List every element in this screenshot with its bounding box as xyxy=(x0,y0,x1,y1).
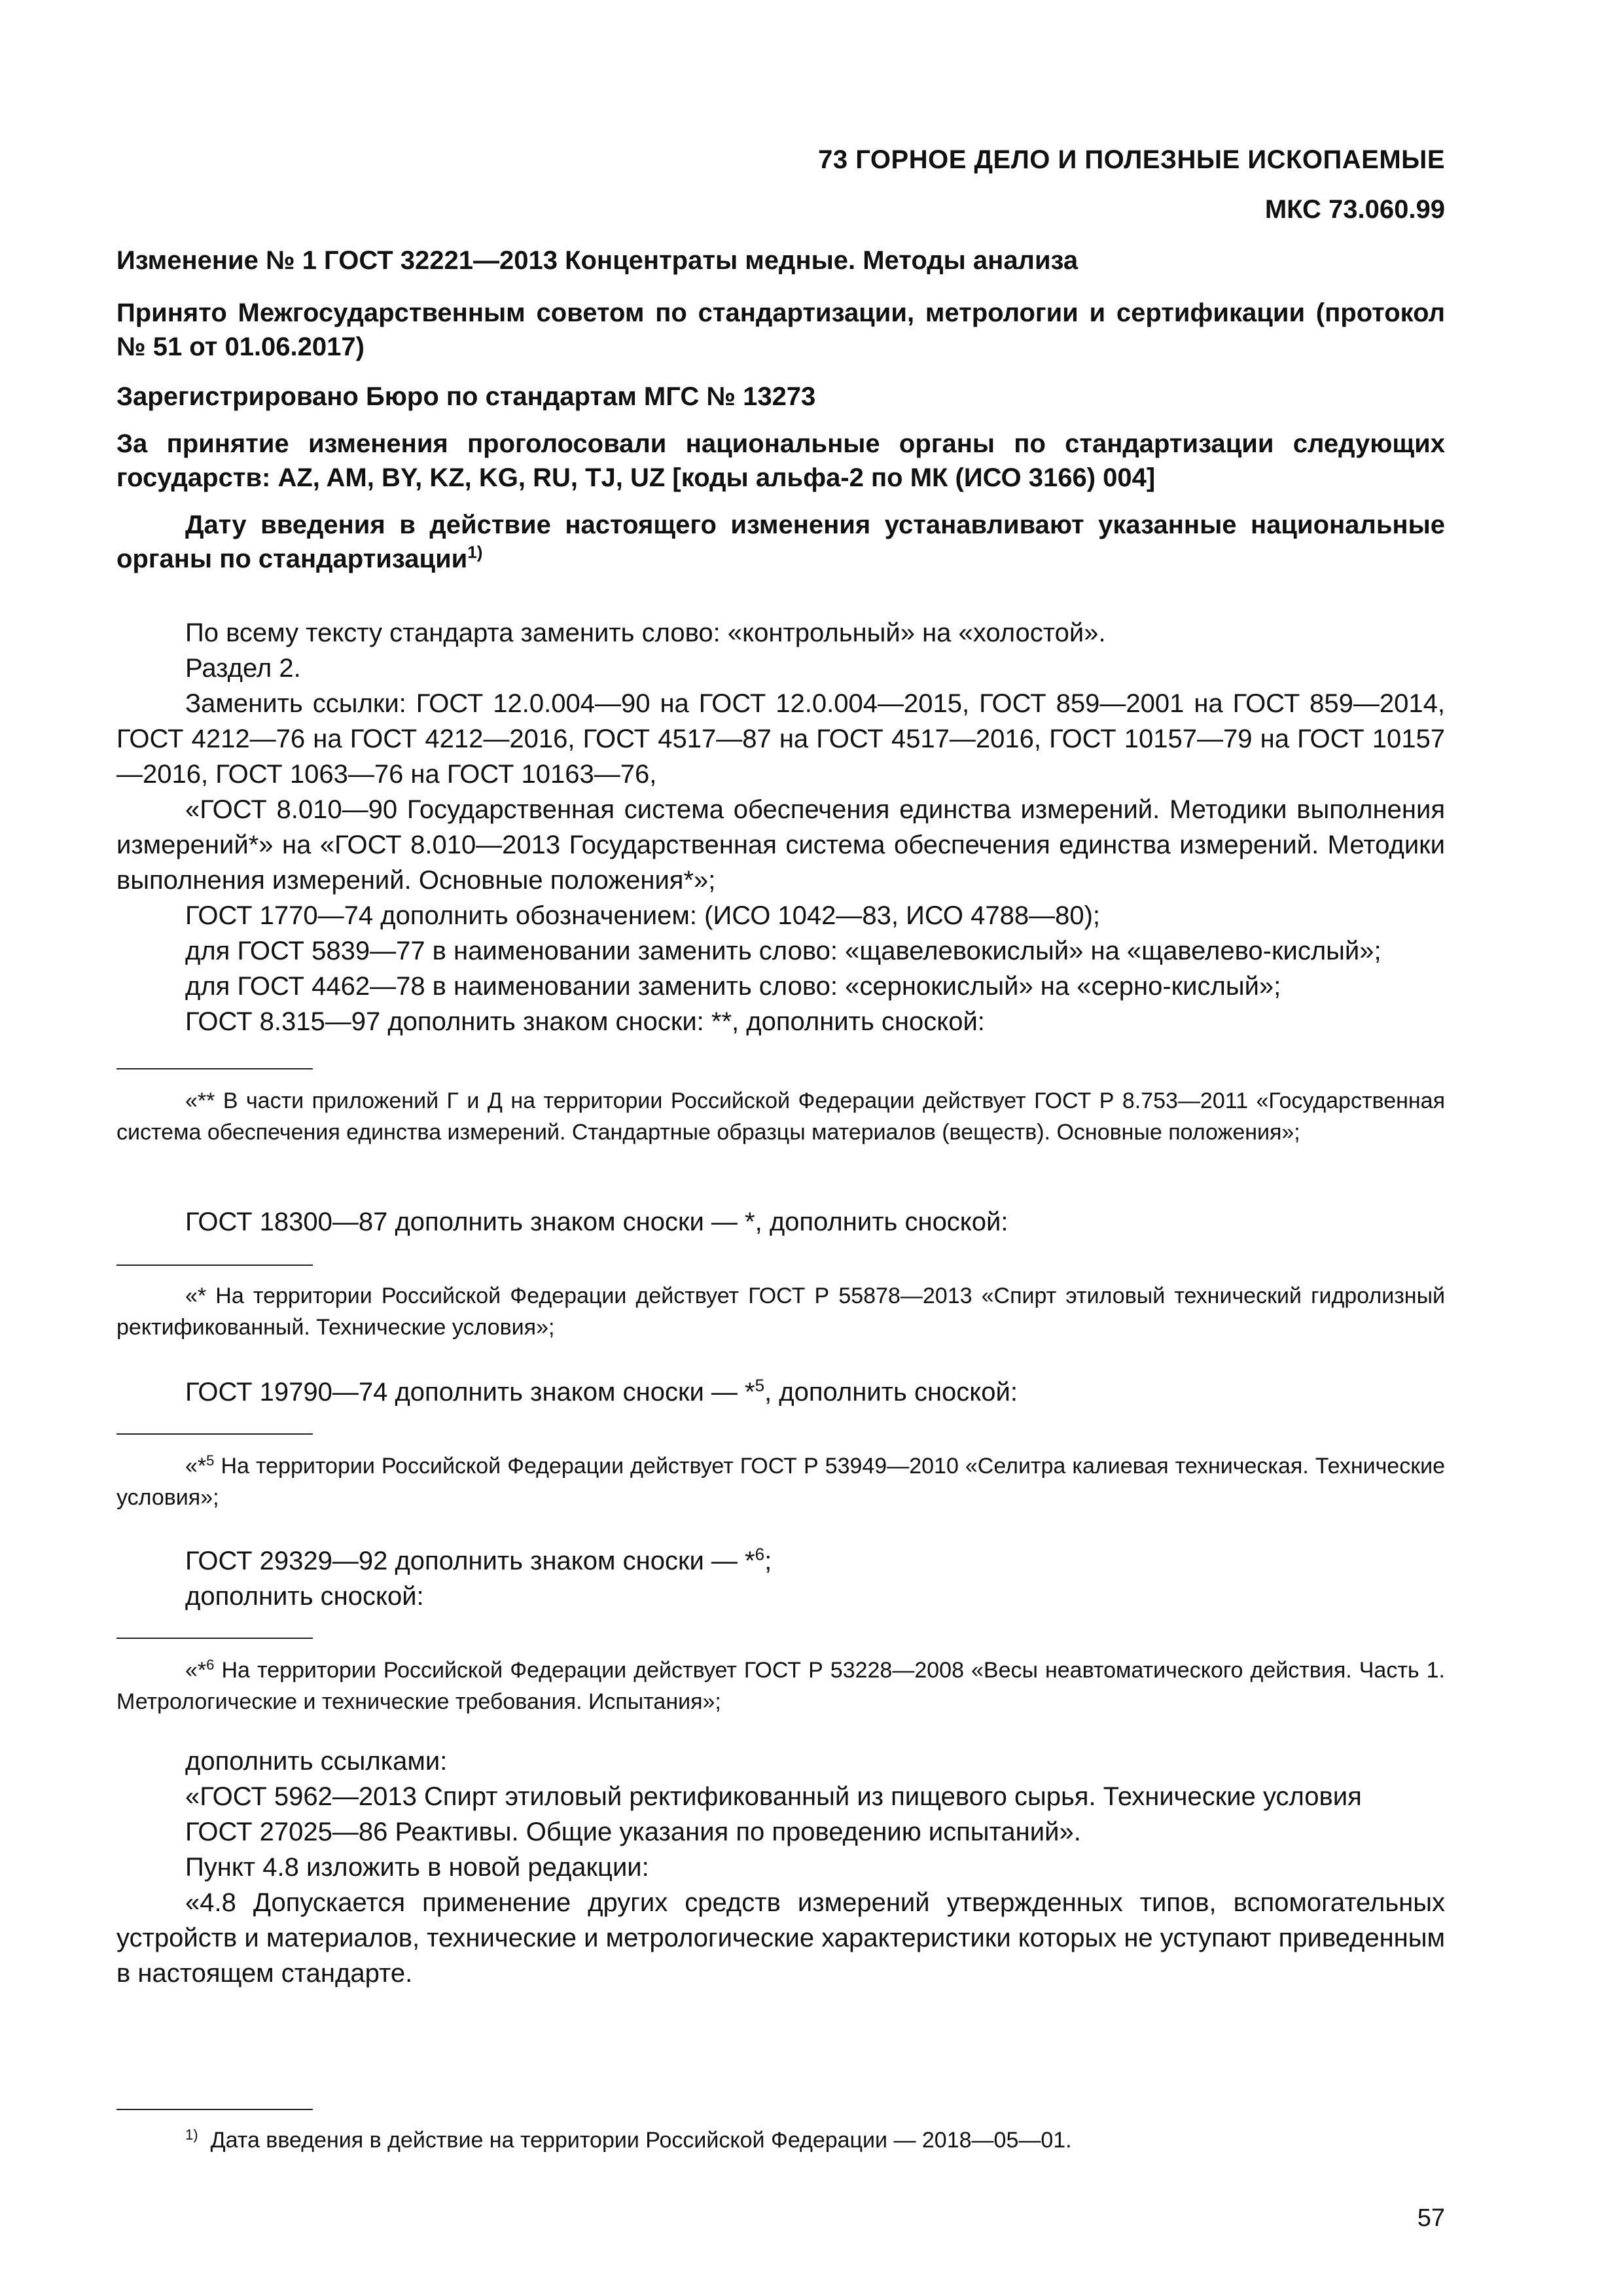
body-block-3 xyxy=(116,1374,1445,1410)
adopted-statement: Принято Межгосударственным советом по стандартизации, метрологии и сертификации (протокол № 51 от 01.06.2017) xyxy=(116,298,1445,361)
paragraph xyxy=(116,1374,1445,1410)
body-block-5 xyxy=(116,1744,1445,1991)
footnote-ref-1: 1) xyxy=(467,542,483,562)
footnote-text-part: На территории Российской Федерации действует ГОСТ Р 53228—2008 «Весы неавтоматического действия. Часть 1. Метрологические и технические требования. Испытания»; xyxy=(116,1658,1445,1714)
paragraph: «ГОСТ 5962—2013 Спирт этиловый ректификованный из пищевого сырья. Технические условия xyxy=(185,1782,1362,1811)
paragraph-text: ГОСТ 19790—74 дополнить знаком сноски — * xyxy=(185,1378,755,1407)
paragraph: ГОСТ 18300—87 дополнить знаком сноски — *, дополнить сноской: xyxy=(185,1208,1008,1236)
paragraph: По всему тексту стандарта заменить слово: «контрольный» на «холостой». xyxy=(185,619,1106,647)
page-footnote-text: Дата введения в действие на территории Российской Федерации — 2018—05—01. xyxy=(210,2128,1072,2153)
page-footnote-mark: 1) xyxy=(185,2126,198,2143)
page-footnote-rule xyxy=(116,2109,313,2110)
paragraph: для ГОСТ 4462—78 в наименовании заменить слово: «сернокислый» на «серно-кислый»; xyxy=(185,972,1281,1001)
footnote-mark: 6 xyxy=(755,1544,765,1564)
paragraph: «4.8 Допускается применение других средств измерений утвержденных типов, вспомогательных устройств и материалов, технические и метрологические характеристики которых не уступают приведенным в настоящем стандарте. xyxy=(116,1888,1445,1988)
footnote-mark: 5 xyxy=(755,1375,765,1395)
footnote-rule xyxy=(116,1068,313,1069)
mks-code: МКС 73.060.99 xyxy=(1264,195,1445,224)
page-footnote xyxy=(116,2125,1445,2156)
footnote-text-part: «* xyxy=(185,1454,207,1479)
footnote-mark: 6 xyxy=(206,1656,215,1673)
paragraph-text: , дополнить сноской: xyxy=(764,1378,1018,1407)
footnote-text xyxy=(116,1655,1445,1717)
inline-footnote xyxy=(116,1450,1445,1513)
paragraph: дополнить сноской: xyxy=(185,1582,424,1611)
body-block-2 xyxy=(116,1204,1445,1240)
paragraph-text: ; xyxy=(764,1547,772,1575)
registered-statement: Зарегистрировано Бюро по стандартам МГС № 13273 xyxy=(116,382,816,411)
effective-date-text: Дату введения в действие настоящего изменения устанавливают указанные национальные органы по стандартизации xyxy=(116,511,1445,573)
paragraph: дополнить ссылками: xyxy=(185,1747,448,1776)
change-title: Изменение № 1 ГОСТ 32221—2013 Концентраты медные. Методы анализа xyxy=(116,246,1079,275)
body-block-4 xyxy=(116,1543,1445,1614)
paragraph xyxy=(116,1543,1445,1579)
inline-footnote xyxy=(116,1655,1445,1717)
footnote-mark: 5 xyxy=(206,1452,215,1469)
footnote-rule xyxy=(116,1638,313,1639)
paragraph: Пункт 4.8 изложить в новой редакции: xyxy=(185,1853,649,1882)
voted-statement: За принятие изменения проголосовали национальные органы по стандартизации следующих государств: AZ, AM, BY, KZ, KG, RU, TJ, UZ [коды альфа-2 по МК (ИСО 3166) 004] xyxy=(116,429,1445,492)
paragraph: «ГОСТ 8.010—90 Государственная система обеспечения единства измерений. Методики выполнения измерений*» на «ГОСТ 8.010—2013 Государственная система обеспечения единства измерений. Методики выполнения измерений. Основные положения*»; xyxy=(116,795,1445,895)
paragraph: ГОСТ 27025—86 Реактивы. Общие указания по проведению испытаний». xyxy=(185,1818,1081,1846)
footnote-text: «* На территории Российской Федерации действует ГОСТ Р 55878—2013 «Спирт этиловый технический гидролизный ректификованный. Технические условия»; xyxy=(116,1283,1445,1340)
footnote-text-part: «* xyxy=(185,1658,207,1683)
body-block-1 xyxy=(116,615,1445,1039)
effective-date-statement xyxy=(116,508,1445,576)
inline-footnote xyxy=(116,1085,1445,1148)
paragraph: ГОСТ 1770—74 дополнить обозначением: (ИСО 1042—83, ИСО 4788—80); xyxy=(185,901,1101,930)
paragraph: для ГОСТ 5839—77 в наименовании заменить слово: «щавелевокислый» на «щавелево-кислый»; xyxy=(185,937,1382,965)
page-number: 57 xyxy=(1417,2204,1445,2232)
section-title: 73 ГОРНОЕ ДЕЛО И ПОЛЕЗНЫЕ ИСКОПАЕМЫЕ xyxy=(818,145,1445,174)
page-footnote-line xyxy=(116,2125,1445,2156)
footnote-rule xyxy=(116,1433,313,1435)
footnote-text: «** В части приложений Г и Д на территории Российской Федерации действует ГОСТ Р 8.753—2011 «Государственная система обеспечения единства измерений. Стандартные образцы материалов (веществ). Основные положения»; xyxy=(116,1088,1445,1145)
footnote-text-part: На территории Российской Федерации действует ГОСТ Р 53949—2010 «Селитра калиевая техническая. Технические условия»; xyxy=(116,1454,1445,1510)
paragraph: Заменить ссылки: ГОСТ 12.0.004—90 на ГОСТ 12.0.004—2015, ГОСТ 859—2001 на ГОСТ 859—2014, ГОСТ 4212—76 на ГОСТ 4212—2016, ГОСТ 4517—87 на ГОСТ 4517—2016, ГОСТ 10157—79 на ГОСТ 10157—2016, ГОСТ 1063—76 на ГОСТ 10163—76, xyxy=(116,689,1445,789)
footnote-text xyxy=(116,1450,1445,1513)
footnote-rule xyxy=(116,1265,313,1266)
paragraph: ГОСТ 8.315—97 дополнить знаком сноски: **, дополнить сноской: xyxy=(185,1007,985,1036)
inline-footnote xyxy=(116,1280,1445,1343)
paragraph: Раздел 2. xyxy=(185,654,301,683)
paragraph-text: ГОСТ 29329—92 дополнить знаком сноски — * xyxy=(185,1547,755,1575)
